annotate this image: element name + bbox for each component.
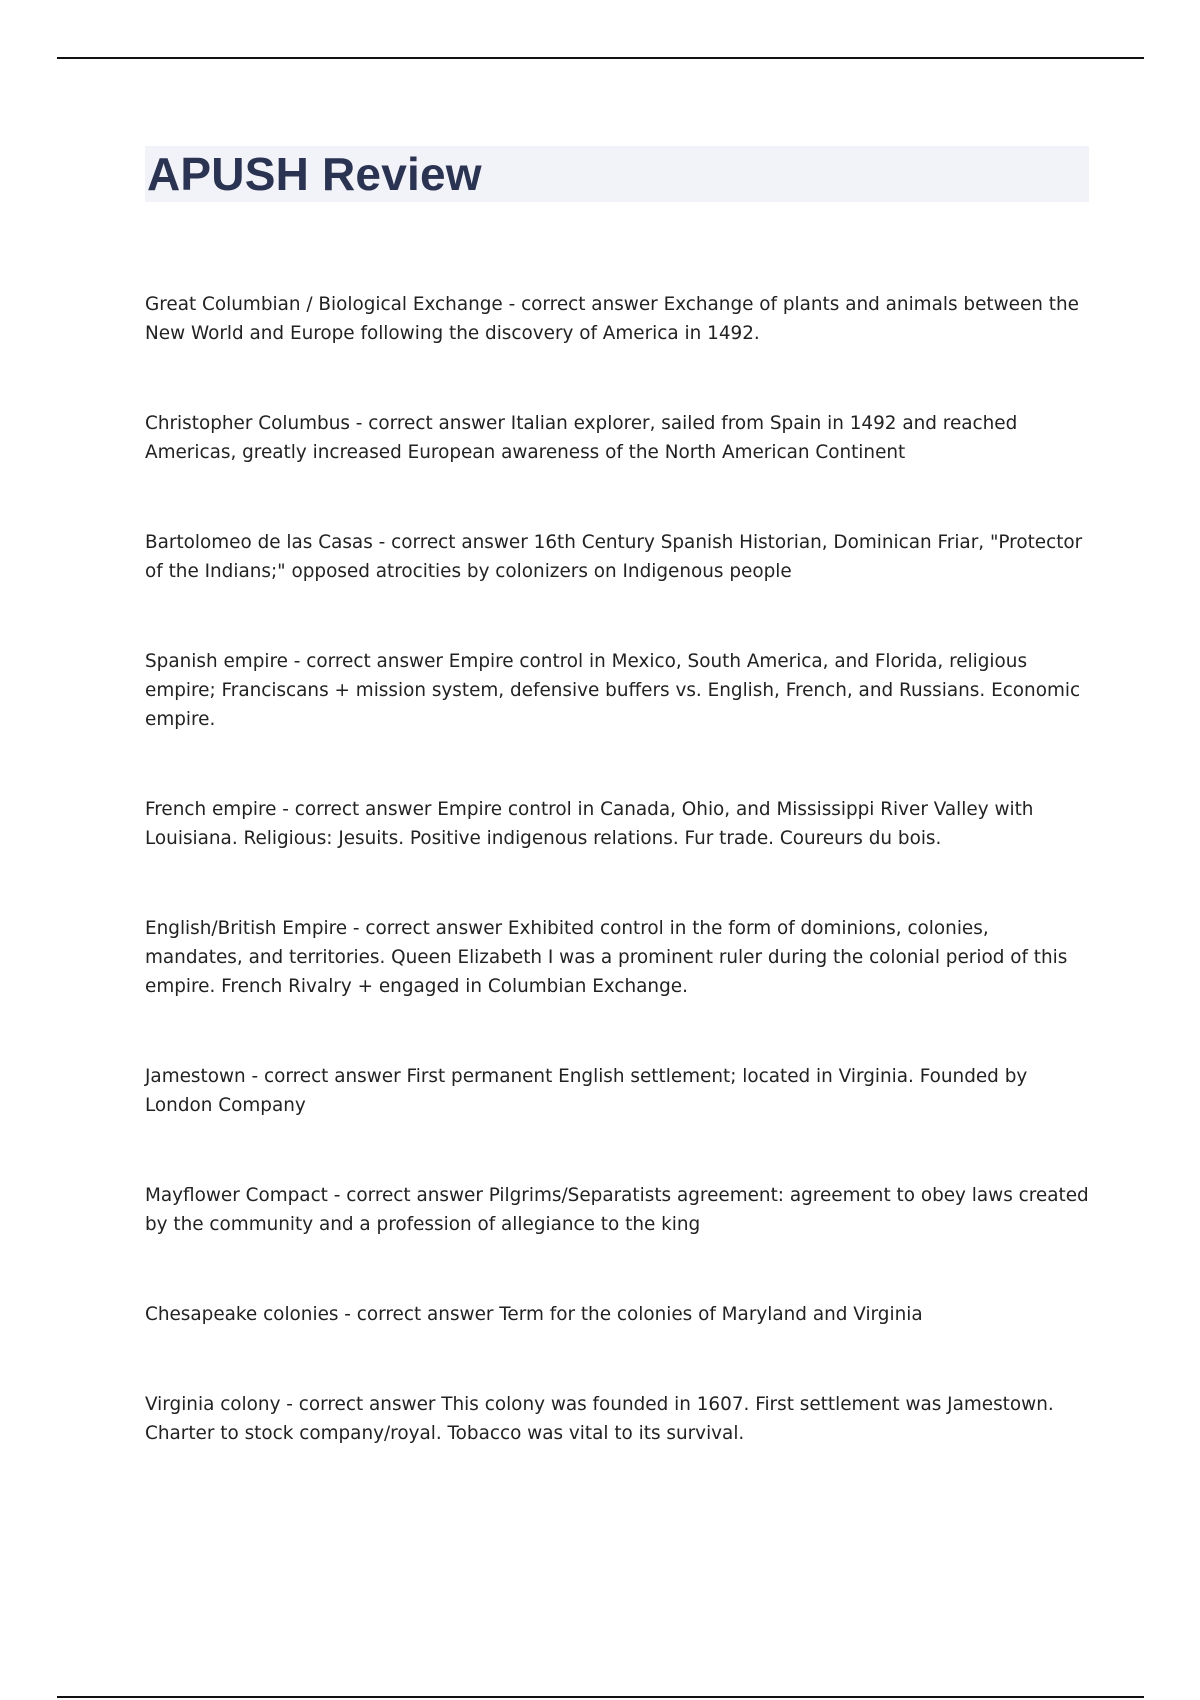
entry-spanish-empire: Spanish empire - correct answer Empire control in Mexico, South America, and Florida, religious empire; Franciscans + mission system, defensive buffers vs. English, French, and Russians. Economic empire. xyxy=(145,651,1081,730)
entry-english-british-empire: English/British Empire - correct answer Exhibited control in the form of dominions, colonies, mandates, and territories. Queen Elizabeth I was a prominent ruler during the colonial period of this empire. French Rivalry + engaged in Columbian Exchange. xyxy=(145,918,1068,997)
entry-french-empire: French empire - correct answer Empire control in Canada, Ohio, and Mississippi River Valley with Louisiana. Religious: Jesuits. Positive indigenous relations. Fur trade. Coureurs du bois. xyxy=(145,799,1034,849)
entry-christopher-columbus: Christopher Columbus - correct answer Italian explorer, sailed from Spain in 1492 and reached Americas, greatly increased European awareness of the North American Continent xyxy=(145,413,1018,463)
bottom-divider xyxy=(57,1696,1144,1698)
entry-chesapeake-colonies: Chesapeake colonies - correct answer Term for the colonies of Maryland and Virginia xyxy=(145,1304,923,1325)
entry-columbian-exchange: Great Columbian / Biological Exchange - correct answer Exchange of plants and animals between the New World and Europe following the discovery of America in 1492. xyxy=(145,294,1079,344)
entry-mayflower-compact: Mayflower Compact - correct answer Pilgrims/Separatists agreement: agreement to obey laws created by the community and a profession of allegiance to the king xyxy=(145,1185,1089,1235)
top-divider xyxy=(57,57,1144,59)
entry-virginia-colony: Virginia colony - correct answer This colony was founded in 1607. First settlement was Jamestown. Charter to stock company/royal. Tobacco was vital to its survival. xyxy=(145,1394,1054,1444)
entry-list xyxy=(145,290,1089,1509)
entry-bartolomeo-de-las-casas: Bartolomeo de las Casas - correct answer 16th Century Spanish Historian, Dominican Friar, "Protector of the Indians;" opposed atrocities by colonizers on Indigenous people xyxy=(145,532,1083,582)
page-title: APUSH Review xyxy=(147,148,482,200)
entry-jamestown: Jamestown - correct answer First permanent English settlement; located in Virginia. Founded by London Company xyxy=(145,1066,1028,1116)
title-band xyxy=(145,146,1089,202)
